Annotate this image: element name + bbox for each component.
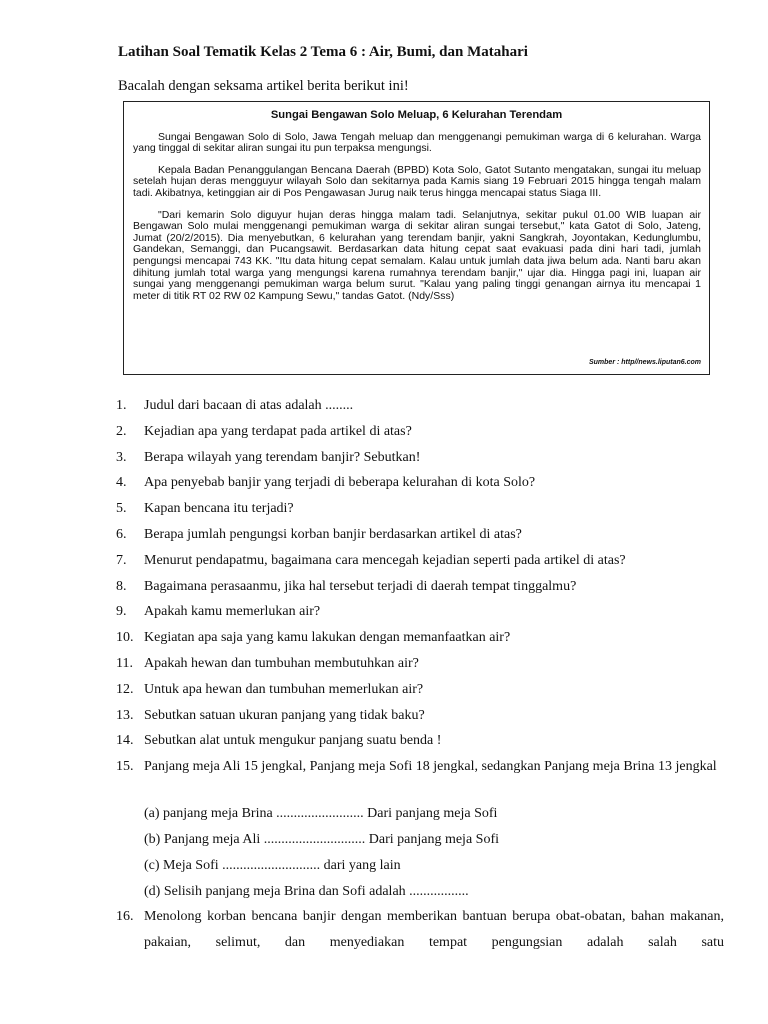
instruction-text: Bacalah dengan seksama artikel berita berikut ini! (118, 78, 409, 94)
sub-question-text: (b) Panjang meja Ali ............................. Dari panjang meja Sofi (144, 831, 499, 847)
question-text: Berapa wilayah yang terendam banjir? Sebutkan! (144, 449, 421, 465)
sub-question (116, 857, 724, 883)
question-number: 7. (116, 552, 127, 568)
question-item (116, 681, 724, 707)
sub-question (116, 831, 724, 857)
question-number: 16. (116, 909, 134, 925)
question-text: Panjang meja Ali 15 jengkal, Panjang meja Sofi 18 jengkal, sedangkan Panjang meja Brina 13 jengkal (144, 759, 717, 775)
question-item (116, 474, 724, 500)
question-item (116, 758, 724, 805)
question-text: Menurut pendapatmu, bagaimana cara mencegah kejadian seperti pada artikel di atas? (144, 552, 626, 568)
article-paragraph: Sungai Bengawan Solo di Solo, Jawa Tengah meluap dan menggenangi pemukiman warga di 6 kelurahan. Warga yang tinggal di sekitar aliran sungai itu pun terpaksa mengungsi. (133, 130, 701, 155)
question-number: 2. (116, 423, 127, 439)
question-item (116, 629, 724, 655)
question-number: 10. (116, 630, 134, 646)
question-number: 6. (116, 526, 127, 542)
question-number: 3. (116, 449, 127, 465)
sub-question (116, 805, 724, 831)
article-title: Sungai Bengawan Solo Meluap, 6 Kelurahan Terendam (270, 109, 563, 121)
news-article-box (123, 101, 710, 375)
question-number: 15. (116, 759, 134, 775)
question-number: 14. (116, 733, 134, 749)
question-item (116, 707, 724, 733)
article-source: Sumber : http//news.liputan6.com (588, 359, 701, 367)
question-item (116, 397, 724, 423)
question-text: Kejadian apa yang terdapat pada artikel di atas? (144, 423, 412, 439)
question-text: Kapan bencana itu terjadi? (144, 501, 294, 517)
question-number: 13. (116, 707, 134, 723)
sub-question-text: (d) Selisih panjang meja Brina dan Sofi adalah ................. (144, 883, 469, 899)
page-title: Latihan Soal Tematik Kelas 2 Tema 6 : Air, Bumi, dan Matahari (118, 44, 528, 60)
question-item (116, 423, 724, 449)
question-item (116, 908, 724, 968)
question-list (116, 397, 724, 968)
question-item (116, 552, 724, 578)
question-item (116, 603, 724, 629)
question-text: Apa penyebab banjir yang terjadi di beberapa kelurahan di kota Solo? (144, 475, 536, 491)
question-number: 5. (116, 501, 127, 517)
sub-question-text: (c) Meja Sofi ............................ dari yang lain (144, 857, 401, 873)
question-text: Judul dari bacaan di atas adalah ........ (144, 398, 354, 413)
question-text: Berapa jumlah pengungsi korban banjir berdasarkan artikel di atas? (144, 526, 522, 542)
question-text: Apakah kamu memerlukan air? (144, 604, 321, 620)
question-text: Kegiatan apa saja yang kamu lakukan dengan memanfaatkan air? (144, 630, 511, 646)
question-text: Bagaimana perasaanmu, jika hal tersebut terjadi di daerah tempat tinggalmu? (144, 578, 577, 594)
question-item (116, 500, 724, 526)
question-text: Menolong korban bencana banjir dengan memberikan bantuan berupa obat-obatan, bahan makanan, pakaian, selimut, dan menyediakan tempat pengungsian adalah salah satu (144, 909, 724, 950)
question-number: 8. (116, 578, 127, 594)
question-number: 4. (116, 475, 127, 491)
question-item (116, 655, 724, 681)
question-text: Sebutkan alat untuk mengukur panjang suatu benda ! (144, 733, 442, 749)
question-item (116, 449, 724, 475)
question-item (116, 526, 724, 552)
question-text: Sebutkan satuan ukuran panjang yang tidak baku? (144, 707, 425, 723)
question-number: 9. (116, 604, 127, 620)
question-number: 11. (116, 655, 133, 671)
article-paragraph: "Dari kemarin Solo diguyur hujan deras hingga malam tadi. Selanjutnya, sekitar pukul 01.00 WIB luapan air Bengawan Solo mulai menggenangi pemukiman warga di sekitar aliran sungai tersebut," kata Gatot di Solo, Jateng, Jumat (20/2/2015). Dia menyebutkan, 6 kelurahan yang terendam banjir, yakni Sangkrah, Joyontakan, Kedunglumbu, Gandekan, Semanggi, dan Pucangsawit. Berdasarkan data hitung cepat saat evakuasi pada dini hari tadi, jumlah pengungsi mencapai 743 KK. "Itu data hitung cepat semalam. Kalau untuk jumlah data jiwa belum ada. Nanti baru akan dihitung jumlah total warga yang mengungsi karena rumahnya terendam banjir," ujar dia. Hingga pagi ini, luapan air sungai yang menggenangi pemukiman warga belum surut. "Kalau yang paling tinggi genangan airnya itu mencapai 1 meter di titik RT 02 RW 02 Kampung Sewu," tandas Gatot. (Ndy/Sss) (133, 208, 701, 302)
question-number: 12. (116, 681, 134, 697)
question-text: Untuk apa hewan dan tumbuhan memerlukan air? (144, 681, 424, 697)
article-paragraph: Kepala Badan Penanggulangan Bencana Daerah (BPBD) Kota Solo, Gatot Sutanto mengatakan, sungai itu meluap setelah hujan deras mengguyur wilayah Solo dan sekitarnya pada Kamis siang 19 Februari 2015 hingga tengah malam tadi. Akibatnya, ketinggian air di Pos Pengawasan Jurug naik terus hingga mencapai status Siaga III. (133, 163, 701, 199)
article-body (124, 122, 709, 303)
question-item (116, 578, 724, 604)
question-text: Apakah hewan dan tumbuhan membutuhkan air? (144, 655, 419, 671)
sub-question-text: (a) panjang meja Brina ......................... Dari panjang meja Sofi (144, 806, 498, 822)
question-number: 1. (116, 398, 127, 413)
